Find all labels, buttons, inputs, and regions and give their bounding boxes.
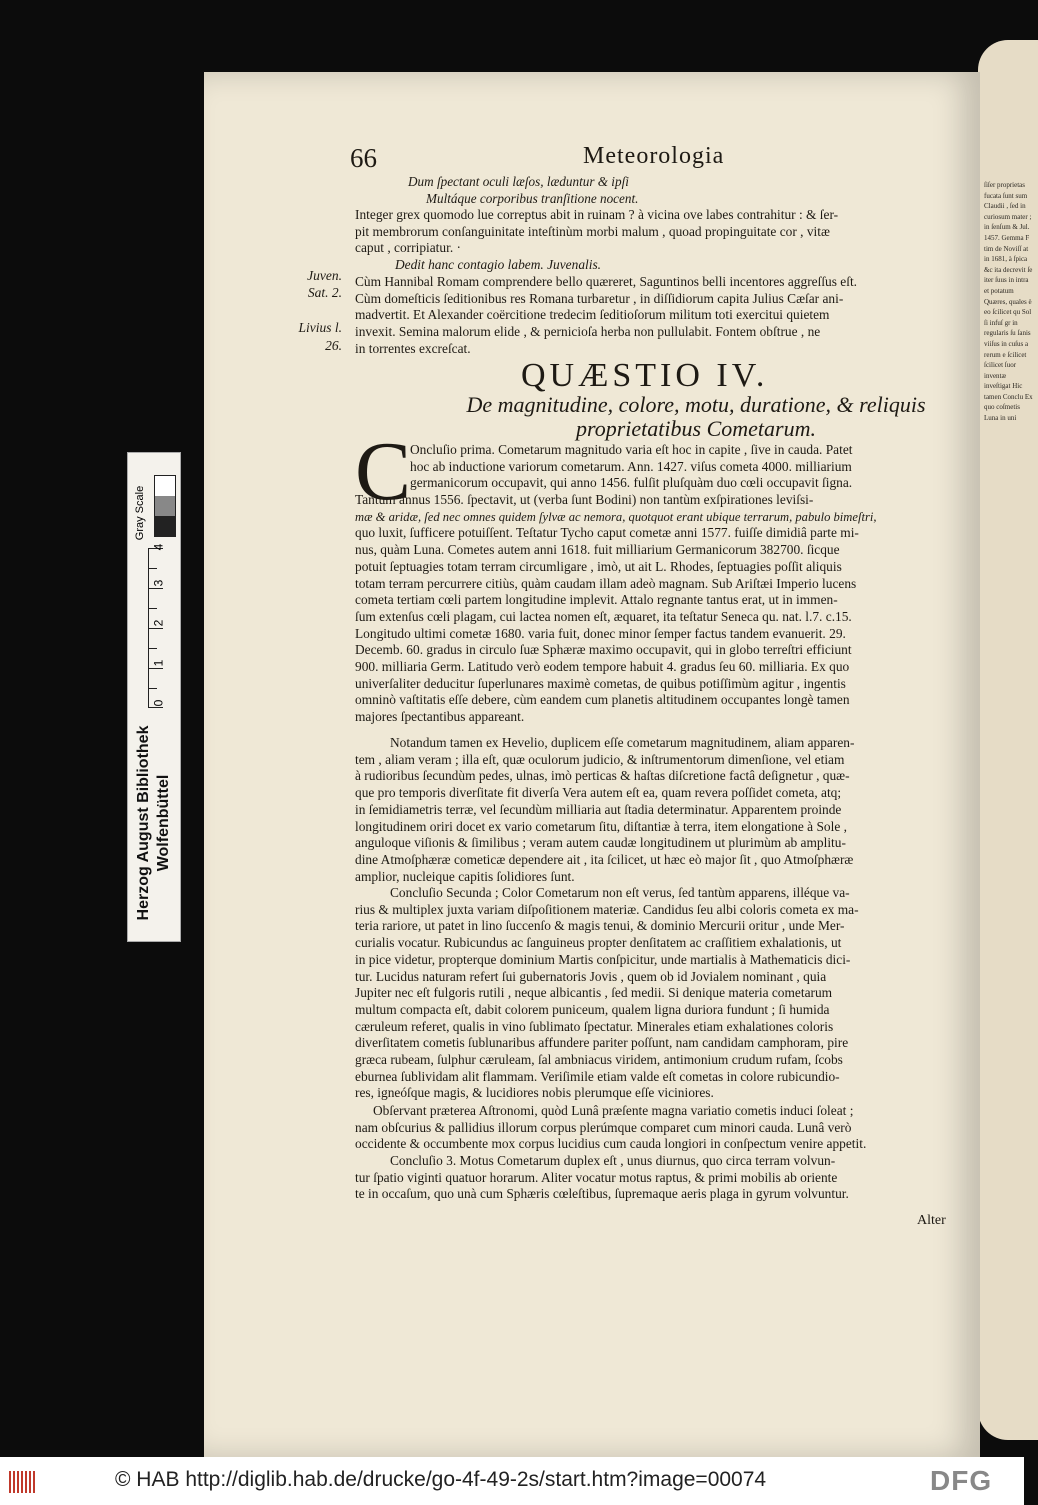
ruler xyxy=(148,543,177,708)
text-line: nus, quàm Luna. Cometes autem anni 1618. fuit milliarium Germanicorum 382700. ſicque xyxy=(355,542,840,558)
text-line: longitudinem oriri docet ex vario cometarum ſitu, diſtantiæ à terra, item elongatione à Sole , xyxy=(355,818,847,834)
text-line: majores ſpectantibus appareant. xyxy=(355,709,525,725)
text-line: invexit. Semina malorum elide , & pernicioſa herba non pullulabit. Fontem obſtrue , ne xyxy=(355,323,821,339)
text-line: Dedit hanc contagio labem. Juvenalis. xyxy=(395,257,602,273)
margin-note-livius-book: 26. xyxy=(325,338,342,353)
gray-block-mid xyxy=(155,496,175,516)
text-line: Cùm domeſticis ſeditionibus res Romana turbaretur , in diſſidiorum capita Julius Cæſar ani- xyxy=(355,290,844,306)
text-line: Cùm Hannibal Romam comprendere bello quæreret, Saguntinos belli incentores aggreſſus eſt. xyxy=(355,273,858,289)
footer-bar xyxy=(0,1457,1024,1505)
margin-note-juven-sat: Sat. 2. xyxy=(307,285,342,300)
text-line: Notandum tamen ex Hevelio, duplicem eſſe cometarum magnitudinem, aliam apparen- xyxy=(390,735,855,750)
text-line: Concluſio Secunda ; Color Cometarum non eſt verus, ſed tantùm apparens, illéque va- xyxy=(390,885,850,900)
text-line: Decemb. 60. gradus in circulo ſuæ Sphæræ maximo occupavit, qui in globo terreſtri efficiunt xyxy=(355,642,852,658)
ruler-number-0: 0 xyxy=(151,699,166,707)
conclusio-prima xyxy=(355,492,945,726)
text-line: teria rariore, ut patet in lino ſuccenſo & magis tenui, & dominio Mercurii oritur , unde Mer- xyxy=(355,918,845,934)
gray-block-black xyxy=(155,516,175,536)
dfg-logo: DFG xyxy=(930,1465,993,1496)
library-name-line-2: Wolfenbüttel xyxy=(155,774,172,872)
conclusio-secunda xyxy=(355,885,945,1102)
question-subtitle-1: De magnitudine, colore, motu, duratione, & reliquis xyxy=(466,392,926,417)
text-line: tem , aliam veram ; illa eſt, quæ oculorum judicio, & inſtrumentorum dimenſione, vel etiam xyxy=(355,751,845,767)
gray-scale-label-box xyxy=(130,473,150,553)
text-line: græca rubeam, ſulphur cæruleam, ſal ambniacus viridem, antimonium crudum rufam, ſcobs xyxy=(355,1052,843,1068)
text-line: in torrentes excreſcat. xyxy=(355,340,471,356)
text-line: curialis vocatur. Rubicundus ac ſanguineus propter denſitatem ac craſſitiem exhalationis, ut xyxy=(355,935,842,951)
verse-line-1: Dum ſpectant oculi læſos, læduntur & ipſi xyxy=(408,174,629,189)
text-line: univerſaliter deducitur ſuperlunares maximè cometas, de quibus potiſſimùm agitur , ingentis xyxy=(355,675,846,691)
text-line: nam obſcurius & pallidius illorum corpus plerúmque comparet cum minori cauda. Lunâ verò xyxy=(355,1119,852,1135)
question-title: QUÆSTIO IV. xyxy=(521,357,769,394)
text-line: tur ſpatio viginti quatuor horarum. Aliter vocatur motus raptus, & primi mobilis ab oriente xyxy=(355,1169,838,1185)
verse-line-2: Multáque corporibus tranſitione nocent. xyxy=(426,191,639,206)
text-line: potuit ſeptuagies totam terram circumligare , imò, ut ait L. Rhodes, ſeptuagies poſſit aliquis xyxy=(355,558,842,574)
notandum-paragraph xyxy=(355,735,945,885)
text-line: hoc ab inductione variorum cometarum. Ann. 1427. viſus cometa 4000. milliarium xyxy=(410,458,852,474)
ruler-number-2: 2 xyxy=(151,619,166,627)
text-line: Obſervant præterea Aſtronomi, quòd Lunâ præſente magna variatio cometis induci ſoleat ; xyxy=(373,1103,854,1118)
text-line: que pro temporis diverſitate fit diverſa Vera autem eſt ea, quam revera poſſidet cometa, atq; xyxy=(355,785,842,801)
text-line: à rudioribus ſecundùm pedes, ulnas, imò perticas & haſtas diſcretione factâ deſignetur , quæ- xyxy=(355,768,850,784)
text-line: caput , corripiatur. · xyxy=(355,240,461,256)
text-line: mæ & aridæ, ſed nec omnes quidem ſylvæ ac nemora, quotquot erant ubique terrarum, pabulo bimeſtri, xyxy=(355,509,877,524)
text-line: in ſemidiametris terræ, vel ſecundùm milliaria aut ſtadia determinatur. Apparentem proinde xyxy=(355,801,842,817)
text-line: Jupiter nec eſt fulgoris rutili , neque albicantis , ſed medii. Si denique materia cometarum xyxy=(355,985,833,1001)
margin-note-livius: Livius l. xyxy=(298,320,342,335)
footer-credit: © HAB http://diglib.hab.de/drucke/go-4f-49-2s/start.htm?image=00074 xyxy=(115,1468,767,1491)
catchword: Alter xyxy=(917,1213,946,1228)
text-line: in pice videtur, propterque dominium Martis conſpicitur, unde martialis à Mathematicis dici- xyxy=(355,951,851,967)
text-line: rius & multiplex juxta variam diſpoſitionem materiæ. Candidus ſeu albi coloris cometa ex ma- xyxy=(355,901,859,917)
text-line: Concluſio 3. Motus Cometarum duplex eſt , unus diurnus, quo circa terram volvun- xyxy=(390,1153,836,1168)
text-line: anguloque viſionis & ſimilibus ; veram autem caudæ longitudinem ut plurimùm ab amplitu- xyxy=(355,835,846,851)
text-line: quo luxit, ſufficere potuiſſent. Teſtatur Tycho caput cometæ anni 1577. fuiſſe dimidiâ parte mi- xyxy=(355,525,859,541)
facing-page xyxy=(978,40,1038,1440)
gray-scale-card xyxy=(127,452,181,942)
gray-scale-label: Gray Scale xyxy=(134,485,146,541)
text-line: cæruleum referet, qualis in vino ſublimato ſpectatur. Minerales etiam exhalationes coloris xyxy=(355,1018,834,1034)
ruler-number-3: 3 xyxy=(151,579,166,587)
library-name-line-1: Herzog August Bibliothek xyxy=(135,725,152,921)
observant-paragraph xyxy=(355,1103,945,1153)
text-line: tur. Lucidus naturam refert ſui gubernatoris Jovis , quem ob id Jovialem nominant , quia xyxy=(355,968,827,984)
text-line: eburnea ſublividam alit flammam. Veriſimile etiam valde eſt cometas in colore rubicundio- xyxy=(355,1068,840,1084)
drop-cap: C xyxy=(355,425,412,518)
margin-note-juven: Juven. xyxy=(307,268,342,283)
barcode-logo-icon xyxy=(8,1467,38,1497)
text-line: Oncluſio prima. Cometarum magnitudo varia eſt hoc in capite , ſive in cauda. Patet xyxy=(410,442,853,457)
gray-scale-blocks xyxy=(154,475,176,537)
conclusio-prima-head xyxy=(410,442,945,492)
ruler-number-4: 4 xyxy=(151,543,166,551)
text-line: madvertit. Et Alexander coërcitione tredecim ſeditioſorum militum toti exercitui quietem xyxy=(355,307,830,323)
text-line: ſum extenſus cœli plagam, cui lactea nomen eſt, æquaret, ita teſtatur Seneca qu. nat. l.7. c.15. xyxy=(355,608,852,624)
conclusio-tertia xyxy=(355,1153,945,1203)
text-line: multum compacta eſt, dabit colorem puniceum, qualem ligna duriora fundunt ; ſi humida xyxy=(355,1001,830,1017)
question-subtitle-2: proprietatibus Cometarum. xyxy=(576,416,816,441)
text-line: occidente & occumbente mox corpus lucidius cum cauda longiori in conſpectum venire appetit. xyxy=(355,1136,867,1152)
text-line: germanicorum occupavit, qui anno 1456. fulſit pluſquàm duo cœli occupavit ſigna. xyxy=(410,475,853,491)
text-line: totam terram percurrere citiùs, quàm caudam illam adeò magnam. Sub Ariſtæi Imperio lucens xyxy=(355,575,857,591)
text-line: dine Atmoſphæræ cometicæ dependere ait , ita ſcilicet, ut hæc eò major ſit , quo Atmoſphæræ xyxy=(355,851,854,867)
ruler-number-1: 1 xyxy=(151,659,166,667)
page-number: 66 xyxy=(350,143,377,173)
text-line: Tantum annus 1556. ſpectavit, ut (verba ſunt Bodini) non tantùm exſpirationes leviſsi- xyxy=(355,492,814,507)
text-line: amplior, nucleique capitis ſolidiores ſunt. xyxy=(355,868,575,884)
text-line: Integer grex quomodo lue correptus abit in ruinam ? à vicina ove labes contrahitur : & ſer- xyxy=(355,207,839,222)
text-line: omninò vaſtitatis eſſe debere, cùm eandem cum planetis altitudinem occupantes longè tamen xyxy=(355,692,850,708)
text-line: 900. milliaria Germ. Latitudo verò eodem tempore habuit 4. gradus ſeu 60. milliaria. Ex quo xyxy=(355,659,850,675)
text-line: pit membrorum conſanguinitate inteſtinùm morbi malum , quoad propinguitate cor , vitæ xyxy=(355,223,830,239)
text-line: cometa tertiam cœli partem longitudine implevit. Attalo regnante tantus erat, ut in immen- xyxy=(355,592,838,608)
text-line: te in occaſum, quo unà cum Sphæris cœleſtibus, ſupremaque aeris plaga in gyrum volvuntur. xyxy=(355,1186,849,1202)
intro-paragraph xyxy=(355,207,945,357)
text-line: Longitudo ultimi cometæ 1680. varia fuit, donec minor ſemper factus tandem evanuerit. 29. xyxy=(355,625,846,641)
facing-page-text: ſiſer proprietas fucata ſunt sum Claudii , ſed in curiosum mater ; in ſenſum & Jul. 1457. Gemma F tim de Noviſſ at in 1681, à ſpica &c ita decrevit ſe iter ſuus in intra et potatum Quæres, quales è eo ſcilicet qu Sol ſi infuſ gr in regularis ſu ſanis viiſus in cuſus a rerum e ſcilicet ſcilicet ſuor inventæ inveſtigat Hic tamen Conclu Ex quo coſmetis Luna in uni xyxy=(984,181,1033,423)
gray-block-white xyxy=(155,476,175,496)
text-line: diverſitatem cometis ſublunaribus affundere pariter poſſunt, nam candidam camphoram, pire xyxy=(355,1035,849,1051)
text-line: res, igneóſque magis, & lucidiores nobis plerumque eſſe viciniores. xyxy=(355,1085,714,1101)
running-head: Meteorologia xyxy=(583,143,725,169)
library-label xyxy=(128,708,180,938)
